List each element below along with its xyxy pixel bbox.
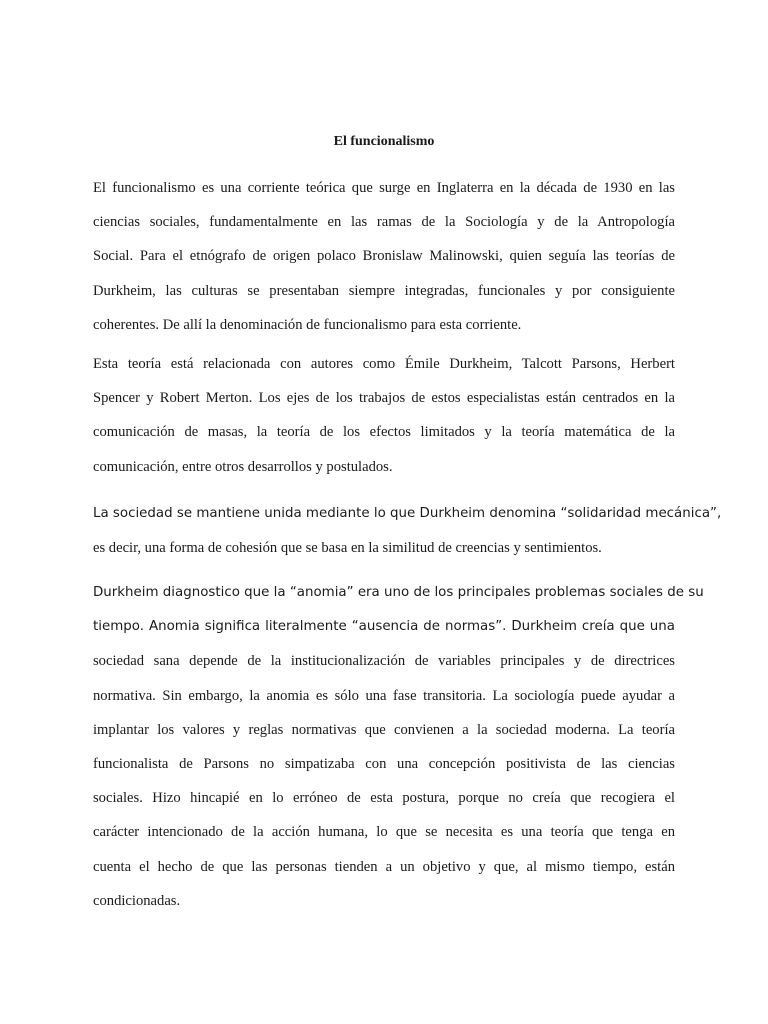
paragraph-line: es decir, una forma de cohesión que se basa en la similitud de creencias y sentimientos.: [93, 540, 602, 557]
paragraph-line: funcionalista de Parsons no simpatizaba con una concepción positivista de las ciencias: [93, 755, 675, 772]
paragraph-line: comunicación de masas, la teoría de los efectos limitados y la teoría matemática de la: [93, 424, 675, 441]
paragraph-1: [93, 171, 675, 342]
paragraph-2: [93, 347, 675, 484]
document-title: El funcionalismo: [333, 134, 435, 149]
paragraph-line: Spencer y Robert Merton. Los ejes de los trabajos de estos especialistas están centrados en la: [93, 390, 675, 407]
paragraph-line: Durkheim, las culturas se presentaban siempre integradas, funcionales y por consiguiente: [93, 282, 675, 299]
paragraph-line: implantar los valores y reglas normativas que convienen a la sociedad moderna. La teoría: [93, 721, 675, 738]
paragraph-line: tiempo. Anomia significa literalmente “ausencia de normas”. Durkheim creía que una: [93, 619, 675, 635]
paragraph-line: ciencias sociales, fundamentalmente en las ramas de la Sociología y de la Antropología: [93, 214, 675, 231]
paragraph-line: sociales. Hizo hincapié en lo erróneo de esta postura, porque no creía que recogiera el: [93, 790, 675, 807]
paragraph-line: sociedad sana depende de la institucionalización de variables principales y de directrices: [93, 653, 675, 670]
paragraph-line: normativa. Sin embargo, la anomia es sólo una fase transitoria. La sociología puede ayudar a: [93, 687, 675, 704]
paragraph-line: Esta teoría está relacionada con autores como Émile Durkheim, Talcott Parsons, Herbert: [93, 356, 675, 372]
paragraph-4: [93, 576, 704, 918]
paragraph-line: comunicación, entre otros desarrollos y postulados.: [93, 458, 393, 475]
paragraph-line: coherentes. De allí la denominación de funcionalismo para esta corriente.: [93, 316, 522, 333]
paragraph-line: Social. Para el etnógrafo de origen polaco Bronislaw Malinowski, quien seguía las teorías de: [93, 248, 675, 265]
paragraph-line: cuenta el hecho de que las personas tienden a un objetivo y que, al mismo tiempo, están: [93, 858, 675, 875]
paragraph-line: El funcionalismo es una corriente teórica que surge en Inglaterra en la década de 1930 en las: [93, 180, 675, 196]
paragraph-line: Durkheim diagnostico que la “anomia” era uno de los principales problemas sociales de su: [93, 585, 704, 600]
paragraph-3: [93, 497, 722, 565]
paragraph-line: condicionadas.: [93, 892, 181, 909]
paragraph-line: carácter intencionado de la acción humana, lo que se necesita es una teoría que tenga en: [93, 824, 675, 841]
paragraph-line: La sociedad se mantiene unida mediante lo que Durkheim denomina “solidaridad mecánica”,: [93, 506, 722, 521]
